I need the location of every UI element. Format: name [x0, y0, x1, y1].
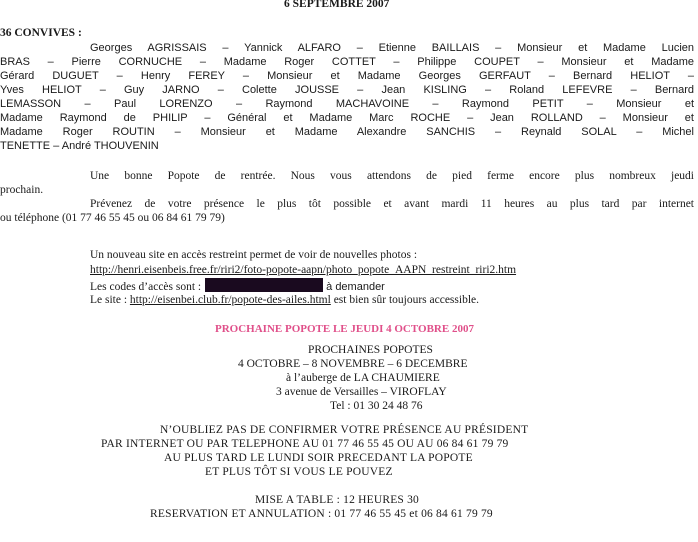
guest-list-line: Madame Raymond de PHILIP – Général et Madame Marc ROCHE – Jean ROLLAND – Monsieur et: [0, 112, 694, 124]
upcoming-address: 3 avenue de Versailles – VIROFLAY: [276, 386, 447, 398]
access-codes-label: Les codes d’accès sont :: [90, 281, 202, 293]
site-intro: Un nouveau site en accès restreint permet de voir de nouvelles photos :: [90, 249, 418, 261]
reminder-line: ET PLUS TÔT SI VOUS LE POUVEZ: [205, 466, 393, 478]
message-line: prochain.: [0, 184, 44, 196]
access-codes-value: à demander: [326, 281, 385, 293]
mise-a-table: MISE A TABLE : 12 HEURES 30: [255, 494, 420, 506]
reservation-line: RESERVATION ET ANNULATION : 01 77 46 55 45 et 06 84 61 79 79: [150, 508, 493, 520]
message-line: Une bonne Popote de rentrée. Nous vous attendons de pied ferme encore plus nombreux jeudi: [90, 170, 694, 182]
site-line: [90, 293, 479, 308]
site-suffix: est bien sûr toujours accessible.: [333, 294, 479, 306]
upcoming-phone: Tel : 01 30 24 48 76: [330, 400, 423, 412]
message-line: ou téléphone (01 77 46 55 45 ou 06 84 61 79 79): [0, 212, 225, 224]
next-popote-banner: PROCHAINE POPOTE LE JEUDI 4 OCTOBRE 2007: [215, 323, 474, 335]
guest-list-line: Yves HELIOT – Guy JARNO – Colette JOUSSE – Jean KISLING – Roland LEFEVRE – Bernard: [0, 84, 694, 96]
upcoming-title: PROCHAINES POPOTES: [308, 344, 433, 356]
reminder-line: AU PLUS TARD LE LUNDI SOIR PRECEDANT LA POPOTE: [164, 452, 473, 464]
reminder-line: PAR INTERNET OU PAR TELEPHONE AU 01 77 46 55 45 OU AU 06 84 61 79 79: [101, 438, 509, 450]
page-date: 6 SEPTEMBRE 2007: [284, 0, 390, 10]
restricted-site-link[interactable]: http://henri.eisenbeis.free.fr/riri2/foto-popote-aapn/photo_popote_AAPN_restreint_riri2.htm: [90, 264, 517, 276]
site-label: Le site :: [90, 294, 128, 306]
guest-list-line: Georges AGRISSAIS – Yannick ALFARO – Etienne BAILLAIS – Monsieur et Madame Lucien: [90, 42, 694, 54]
message-line: Prévenez de votre présence le plus tôt possible et avant mardi 11 heures au plus tard par internet: [90, 198, 694, 210]
redacted-block: [205, 278, 323, 292]
guest-list-line: Madame Roger ROUTIN – Monsieur et Madame Alexandre SANCHIS – Reynald SOLAL – Michel: [0, 126, 694, 138]
guest-list-line: TENETTE – André THOUVENIN: [0, 140, 159, 152]
upcoming-dates: 4 OCTOBRE – 8 NOVEMBRE – 6 DECEMBRE: [238, 358, 468, 370]
upcoming-venue: à l’auberge de LA CHAUMIERE: [286, 372, 440, 384]
guest-list-line: LEMASSON – Paul LORENZO – Raymond MACHAVOINE – Raymond PETIT – Monsieur et: [0, 98, 694, 110]
guest-list-line: Gérard DUGUET – Henry FEREY – Monsieur et Madame Georges GERFAUT – Bernard HELIOT –: [0, 70, 694, 82]
guests-heading: 36 CONVIVES :: [0, 27, 82, 39]
site-link[interactable]: http://eisenbei.club.fr/popote-des-ailes.html: [129, 294, 331, 306]
reminder-line: N’OUBLIEZ PAS DE CONFIRMER VOTRE PRÉSENCE AU PRÉSIDENT: [160, 424, 529, 436]
guest-list-line: BRAS – Pierre CORNUCHE – Madame Roger COTTET – Philippe COUPET – Monsieur et Madame: [0, 56, 694, 68]
